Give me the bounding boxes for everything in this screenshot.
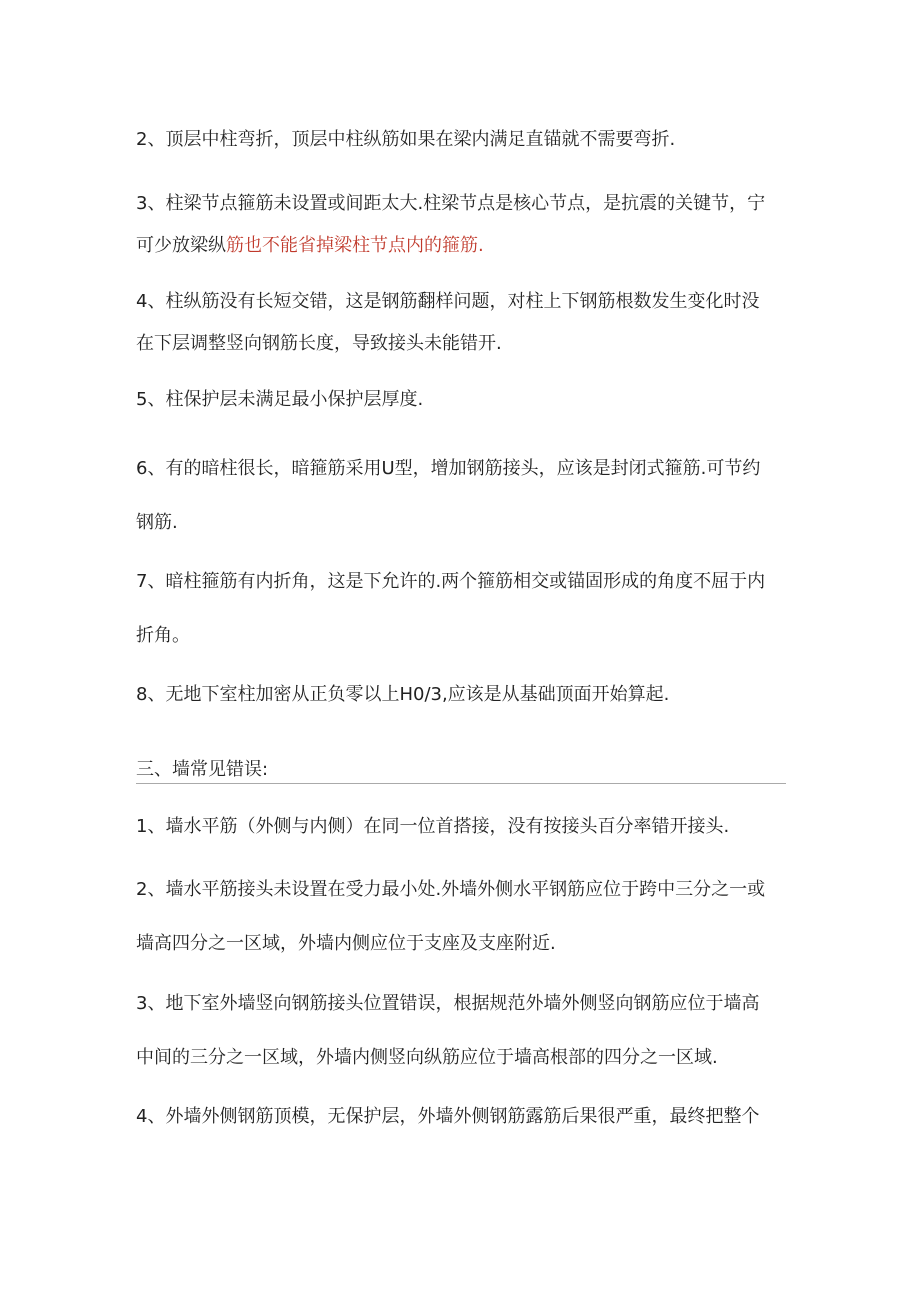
text-line: 墙高四分之一区域，外墙内侧应位于支座及支座附近. [136, 933, 556, 954]
text-line: 4、外墙外侧钢筋顶模，无保护层，外墙外侧钢筋露筋后果很严重，最终把整个 [136, 1106, 760, 1127]
wall-item-3 [136, 983, 786, 1079]
column-item-5 [136, 379, 786, 421]
text-line: 3、柱梁节点箍筋未设置或间距太大.柱梁节点是核心节点，是抗震的关键节，宁 [136, 193, 766, 214]
text-segment: 可少放梁纵 [136, 235, 226, 256]
text-line: 8、无地下室柱加密从正负零以上H0/3,应该是从基础顶面开始算起. [136, 684, 670, 705]
column-item-3 [136, 183, 786, 267]
column-item-2 [136, 119, 786, 161]
column-item-4 [136, 281, 786, 365]
text-line: 中间的三分之一区域，外墙内侧竖向纵筋应位于墙高根部的四分之一区域. [136, 1047, 718, 1068]
text-line: 在下层调整竖向钢筋长度，导致接头未能错开. [136, 333, 502, 354]
text-line: 2、墙水平筋接头未设置在受力最小处.外墙外侧水平钢筋应位于跨中三分之一或 [136, 879, 766, 900]
highlighted-text: 筋也不能省掉梁柱节点内的箍筋. [226, 235, 484, 256]
wall-item-2 [136, 869, 786, 965]
wall-item-1 [136, 806, 786, 848]
text-line: 钢筋. [136, 512, 178, 533]
column-item-7 [136, 561, 786, 657]
text-line: 4、柱纵筋没有长短交错，这是钢筋翻样问题，对柱上下钢筋根数发生变化时没 [136, 291, 760, 312]
column-item-6 [136, 448, 786, 544]
text-line: 7、暗柱箍筋有内折角，这是下允许的.两个箍筋相交或锚固形成的角度不屈于内 [136, 571, 766, 592]
section-heading: 三、墙常见错误: [136, 759, 269, 780]
text-line-mixed [136, 225, 786, 267]
text-line: 3、地下室外墙竖向钢筋接头位置错误，根据规范外墙外侧竖向钢筋应位于墙高 [136, 993, 760, 1014]
wall-item-4 [136, 1096, 786, 1138]
heading-rule [136, 783, 786, 784]
text-line: 1、墙水平筋（外侧与内侧）在同一位首搭接，没有按接头百分率错开接头. [136, 816, 730, 837]
text-line: 折角。 [136, 625, 190, 646]
text-line: 2、顶层中柱弯折，顶层中柱纵筋如果在梁内满足直锚就不需要弯折. [136, 129, 676, 150]
text-line: 5、柱保护层未满足最小保护层厚度. [136, 389, 424, 410]
text-line: 6、有的暗柱很长，暗箍筋采用U型，增加钢筋接头，应该是封闭式箍筋.可节约 [136, 458, 761, 479]
column-item-8 [136, 674, 786, 716]
